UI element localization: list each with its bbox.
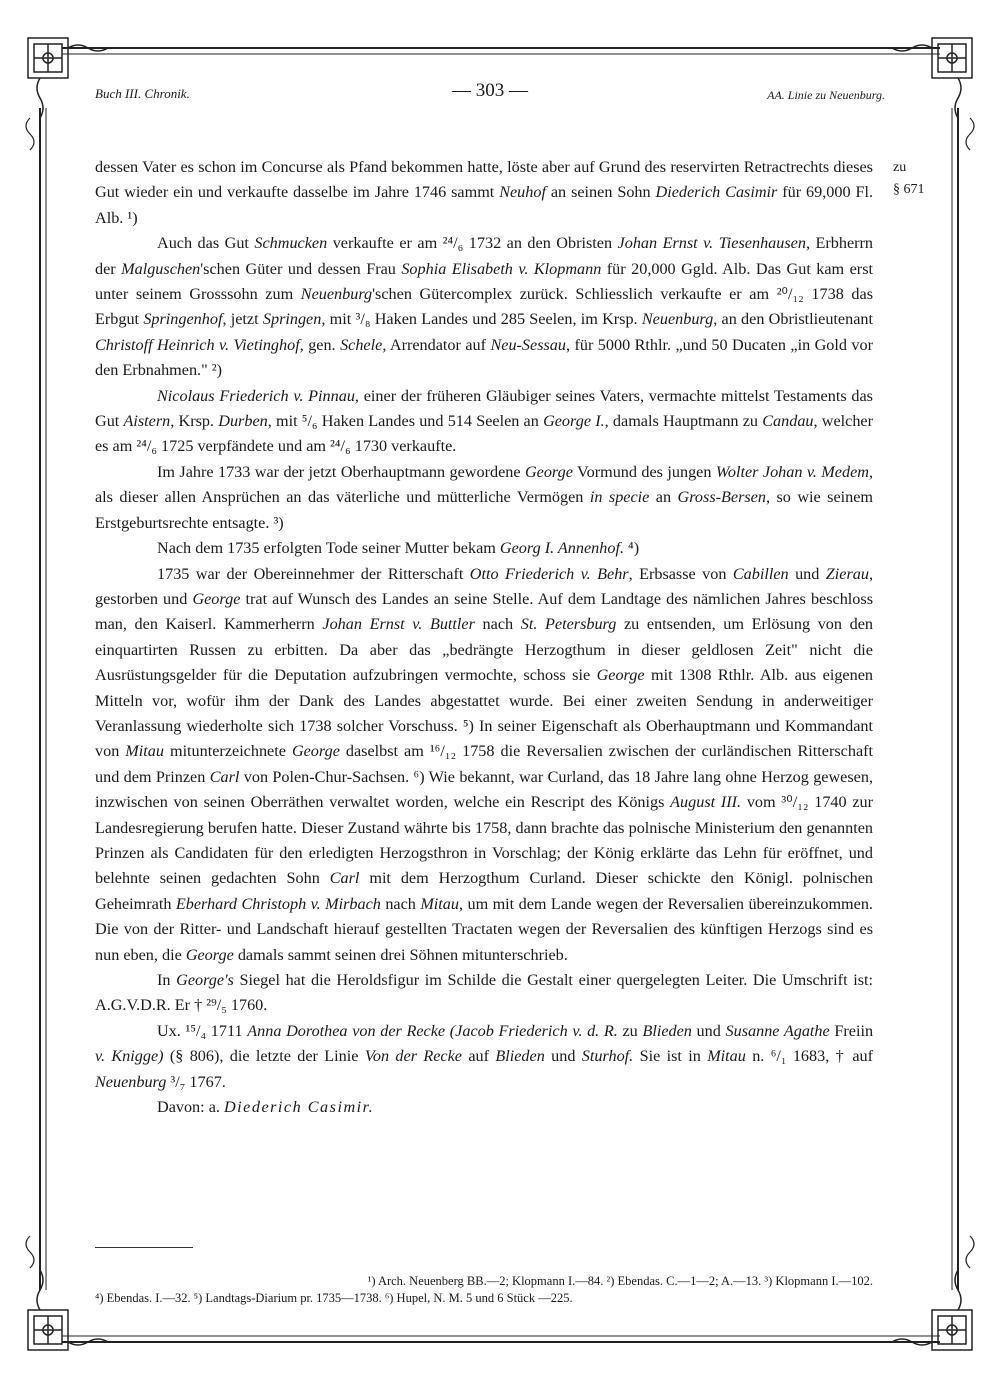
text-run: mit dem Herzogthum Curland. Dieser schickte den Königl. polnischen Geheimrath: [95, 869, 873, 913]
italic-text: George: [524, 462, 573, 481]
italic-text: Johan Ernst v. Tiesenhausen: [617, 234, 806, 253]
text-run: auf: [462, 1047, 496, 1066]
text-run: (§ 806), die letzte der Linie: [163, 1047, 365, 1066]
text-run: , Krsp.: [170, 412, 219, 431]
paragraph: [95, 1019, 873, 1095]
italic-text: Christoff Heinrich v. Vietinghof: [95, 335, 300, 354]
text-run: dessen Vater es schon im Concurse als Pfand bekommen hatte, löste aber auf Grund des reservirten Retractrechts dieses Gut wieder ein und verkaufte dasselbe im Jahre 1746 sammt: [95, 158, 873, 202]
italic-text: Schmucken: [254, 234, 328, 253]
text-run: n. ⁶/₁ 1683, † auf: [745, 1047, 873, 1066]
text-run: damals sammt seinen drei Söhnen mitunterschrieb.: [233, 945, 568, 964]
text-run: nach: [380, 894, 421, 913]
paragraph: [95, 384, 873, 460]
text-run: verkaufte er am ²⁴/₆ 1732 an den Obristen: [327, 234, 618, 253]
italic-text: George: [185, 945, 234, 964]
italic-text: Springenhof: [143, 310, 223, 329]
text-run: 'schen Güter und dessen Frau: [200, 259, 402, 278]
left-scroll-ornament: [26, 118, 34, 1268]
text-run: mit 1308 Rthlr. Alb. aus eigenen Mitteln vor, wofür ihm der Dank des Landes abgestattet wurde. Bei einer zweiten Sendung in anderweitiger Veranlassung wiederholte sich 1738 solcher Vorschuss. ⁵) In seiner Eigenschaft als Oberhauptmann und Kommandant von: [95, 666, 873, 761]
text-run: , als dieser allen Ansprüchen an das väterliche und mütterliche Vermögen: [95, 462, 873, 507]
italic-text: Otto Friederich v. Behr: [469, 564, 629, 583]
text-run: Davon: a.: [157, 1098, 224, 1117]
text-run: zu entsenden, um Erlösung von den einquartirten Russen zu erbitten. Da aber das „bedrängte Herzogthum in dieser geldlosen Zeit" nicht die Ausrüstungsgelder für die Deputation aufzubringen vermochte, schoss sie: [95, 615, 873, 685]
italic-text: Zierau: [825, 564, 869, 583]
text-run: , Arrendator auf: [382, 335, 491, 354]
margin-note: [893, 157, 943, 201]
corner-ornament-bottom-right: [892, 1270, 972, 1350]
text-run: , gen.: [299, 335, 341, 354]
italic-text: Mitau: [420, 894, 459, 913]
italic-text: Blieden: [642, 1021, 692, 1040]
italic-text: Georg I. Annenhof.: [499, 539, 624, 558]
italic-text: Neuenburg: [641, 310, 714, 329]
italic-text: Sturhof.: [581, 1047, 634, 1066]
text-run: , mit ⁵/₆ Haken Landes und 514 Seelen an: [267, 412, 544, 431]
italic-text: Carl: [329, 869, 360, 888]
paragraph: [95, 536, 873, 561]
footnote-line: ⁴) Ebendas. I.—32. ⁵) Landtags-Diarium pr. 1735—1738. ⁶) Hupel, N. M. 5 und 6 Stück —225.: [95, 1291, 573, 1305]
text-run: 'schen Gütercomplex zurück. Schliesslich verkaufte er am ²⁰/₁₂ 1738 das Erbgut: [95, 285, 873, 329]
italic-text: Neuenburg: [95, 1072, 167, 1091]
italic-text: Durben: [218, 412, 268, 431]
text-run: , gestorben und: [95, 564, 874, 608]
italic-text: Neu-Sessau: [490, 335, 566, 354]
italic-text: Malguschen: [121, 259, 201, 278]
text-run: Siegel hat die Heroldsfigur im Schilde die Gestalt einer quergelegten Leiter. Die Umschrift ist: A.G.V.D.R. Er † ²⁹/₅ 1760.: [95, 971, 874, 1015]
text-run: an seinen Sohn: [545, 183, 656, 202]
italic-text: Nicolaus Friederich v. Pinnau: [157, 386, 355, 405]
text-run: 1735 war der Obereinnehmer der Ritterschaft: [157, 564, 470, 583]
text-run: und: [691, 1021, 726, 1040]
italic-text: Gross-Bersen: [677, 488, 766, 507]
text-run: Nach dem 1735 erfolgten Tode seiner Mutter bekam: [157, 539, 500, 558]
paragraph: [95, 155, 873, 231]
text-run: , mit ³/₈ Haken Landes und 285 Seelen, im Krsp.: [321, 310, 642, 329]
paragraph: [95, 231, 873, 383]
italic-text: Schele: [340, 335, 383, 354]
paragraph: [95, 460, 873, 536]
corner-ornament-top-right: [892, 38, 972, 118]
text-run: Im Jahre 1733 war der jetzt Oberhauptmann gewordene: [157, 462, 525, 481]
running-head-right: AA. Linie zu Neuenburg.: [767, 88, 885, 102]
text-run: Ux. ¹⁵/₄ 1711: [157, 1021, 248, 1040]
paragraph: [95, 562, 873, 969]
italic-text: George I.: [543, 412, 605, 431]
text-run: , um mit dem Lande wegen der Reversalien übereinzukommen. Die von der Ritter- und Landschaft hierauf gestellten Tractaten wegen der Reversalien des künftigen Herzogs sind es nun eben, die: [95, 894, 873, 964]
text-run: , Erbherrn der: [95, 234, 874, 278]
italic-text: Cabillen: [732, 564, 789, 583]
text-run: daselbst am ¹⁶/₁₂ 1758 die Reversalien zwischen der curländischen Ritterschaft und dem Prinzen: [95, 742, 874, 786]
text-run: an: [649, 488, 678, 507]
text-run: und: [544, 1047, 582, 1066]
text-run: Freiin: [829, 1021, 874, 1040]
italic-text: George: [596, 666, 645, 685]
text-run: für 69,000 Fl. Alb. ¹): [95, 183, 874, 227]
text-run: Vormund des jungen: [572, 462, 716, 481]
right-scroll-ornament: [966, 118, 974, 1268]
text-run: In: [157, 971, 177, 989]
footnote-line: ¹) Arch. Neuenberg BB.—2; Klopmann I.—84. ²) Ebendas. C.—1—2; A.—13. ³) Klopmann I.—102.: [367, 1274, 873, 1288]
italic-text: Candau: [762, 412, 814, 431]
text-run: zu: [617, 1021, 643, 1040]
italic-text: Mitau: [125, 742, 164, 761]
italic-text: George: [291, 742, 340, 761]
italic-text: Carl: [209, 767, 240, 786]
italic-text: August III.: [670, 793, 742, 812]
text-run: ³/₇ 1767.: [166, 1072, 226, 1091]
italic-text: Springen: [262, 310, 322, 329]
italic-text: Susanne Agathe: [725, 1021, 830, 1040]
paragraph: [95, 1095, 873, 1120]
running-head-left: Buch III. Chronik.: [95, 86, 190, 101]
text-run: und: [788, 564, 826, 583]
text-run: nach: [474, 615, 521, 634]
italic-text: Anna Dorothea von der Recke (Jacob Friederich v. d. R.: [247, 1021, 618, 1040]
footnote-separator: [95, 1247, 193, 1248]
text-run: , damals Hauptmann zu: [604, 412, 763, 431]
body-text: [95, 155, 873, 1120]
italic-text: Eberhard Christoph v. Mirbach: [175, 894, 381, 913]
text-run: , für 5000 Rthlr. „und 50 Ducaten „in Gold vor den Erbnahmen." ²): [95, 335, 873, 380]
text-run: von Polen-Chur-Sachsen. ⁶) Wie bekannt, war Curland, das 18 Jahre lang ohne Herzog gewesen, inzwischen von seinen Oberräthen verwaltet worden, welche ein Rescript des Königs: [95, 767, 873, 812]
italic-text: Johan Ernst v. Buttler: [322, 615, 475, 634]
italic-text: v. Knigge): [95, 1047, 164, 1066]
paragraph: [95, 968, 873, 1019]
text-run: für 20,000 Ggld. Alb. Das Gut kam erst unter seinem Grosssohn zum: [95, 259, 873, 304]
italic-text: St. Petersburg: [520, 615, 617, 634]
running-head: [95, 80, 885, 110]
italic-text: Blieden: [495, 1047, 545, 1066]
italic-text: Von der Recke: [364, 1047, 462, 1066]
text-run: , einer der früheren Gläubiger seines Vaters, vermachte mittelst Testaments das Gut: [95, 386, 873, 431]
italic-text: Neuhof: [499, 183, 546, 202]
text-run: , jetzt: [222, 310, 263, 329]
text-run: , an den Obristlieutenant: [713, 310, 873, 329]
text-run: , so wie seinem Erstgeburtsrechte entsagte. ³): [95, 488, 873, 532]
italic-text: Aistern: [123, 412, 171, 431]
margin-note-line: § 671: [893, 182, 925, 197]
italic-text: George's: [176, 971, 234, 989]
page-number: — 303 —: [452, 80, 528, 101]
italic-text: Wolter Johan v. Medem: [715, 462, 869, 481]
italic-text: in specie: [589, 488, 650, 507]
text-run: Auch das Gut: [157, 234, 255, 253]
italic-text: George: [192, 589, 241, 608]
text-run: trat auf Wunsch des Landes an seine Stelle. Auf dem Landtage des nämlichen Jahres beschloss man, den Kaiserl. Kammerherrn: [95, 589, 873, 634]
text-run: , Erbsasse von: [628, 564, 733, 583]
text-run: , welcher es am ²⁴/₆ 1725 verpfändete und am ²⁴/₆ 1730 verkaufte.: [95, 412, 874, 456]
italic-text: Mitau: [707, 1047, 746, 1066]
text-run: ⁴): [624, 539, 640, 558]
footnotes: [95, 1273, 873, 1307]
italic-text: Diederich Casimir.: [223, 1098, 375, 1117]
text-run: Sie ist in: [633, 1047, 708, 1066]
italic-text: Neuenburg: [300, 285, 373, 304]
margin-note-line: zu: [893, 160, 907, 175]
italic-text: Sophia Elisabeth v. Klopmann: [401, 259, 602, 278]
text-run: vom ³⁰/₁₂ 1740 zur Landesregierung berufen hatte. Dieser Zustand währte bis 1758, dann brachte das polnische Ministerium den genannten Prinzen als Candidaten für den erledigten Herzogsthron in Vorschlag; der König erklärte das Lehn für eröffnet, und belehnte seinen gedachten Sohn: [95, 793, 874, 888]
italic-text: Diederich Casimir: [655, 183, 778, 202]
text-run: mitunterzeichnete: [163, 742, 292, 761]
